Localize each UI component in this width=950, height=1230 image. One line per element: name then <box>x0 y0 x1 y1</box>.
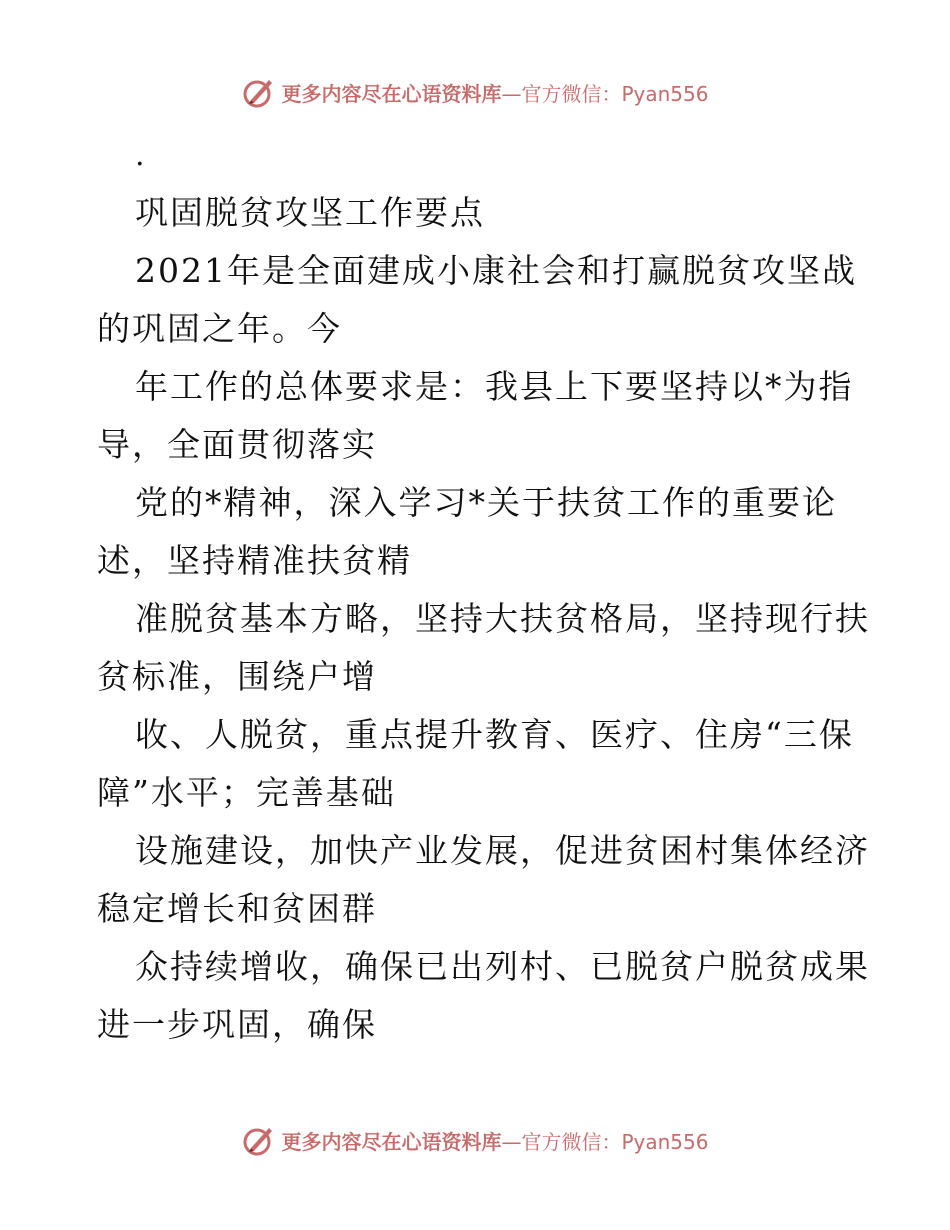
paragraph-line-wrapped: 障”水平；完善基础 <box>97 773 396 812</box>
paragraph <box>97 242 877 358</box>
header-contact-text: —官方微信：Pyan556 <box>501 81 709 106</box>
paragraph-line-indented: 2021年是全面建成小康社会和打赢脱贫攻坚战 <box>135 251 857 290</box>
leading-dot: . <box>135 138 145 173</box>
quill-pen-logo-icon <box>241 74 277 110</box>
document-title: 巩固脱贫攻坚工作要点 <box>135 193 485 232</box>
paragraph-line-indented: 设施建设，加快产业发展，促进贫困村集体经济 <box>135 831 870 870</box>
quill-pen-logo-icon <box>241 1122 277 1158</box>
paragraph <box>97 938 877 1054</box>
paragraph-line-indented: 党的*精神，深入学习*关于扶贫工作的重要论 <box>135 483 837 522</box>
footer-brand-text: 更多内容尽在心语资料库 <box>281 1129 502 1154</box>
paragraph-line-wrapped: 述，坚持精准扶贫精 <box>97 541 412 580</box>
paragraph <box>97 822 877 938</box>
paragraph <box>97 358 877 474</box>
paragraph-line-indented: 收、人脱贫，重点提升教育、医疗、住房“三保 <box>135 715 854 754</box>
paragraph-list <box>97 242 877 1054</box>
paragraph-line-wrapped: 贫标准，围绕户增 <box>97 657 377 696</box>
paragraph-line-wrapped: 的巩固之年。今 <box>97 309 342 348</box>
paragraph <box>97 590 877 706</box>
paragraph <box>97 706 877 822</box>
footer-banner <box>0 1120 950 1160</box>
paragraph <box>97 474 877 590</box>
paragraph-line-indented: 众持续增收，确保已出列村、已脱贫户脱贫成果 <box>135 947 870 986</box>
paragraph-line-indented: 准脱贫基本方略，坚持大扶贫格局，坚持现行扶 <box>135 599 870 638</box>
header-brand-text: 更多内容尽在心语资料库 <box>281 81 502 106</box>
footer-contact-text: —官方微信：Pyan556 <box>501 1129 709 1154</box>
document-body <box>97 128 877 1054</box>
header-banner <box>0 72 950 112</box>
paragraph-line-indented: 年工作的总体要求是：我县上下要坚持以*为指 <box>135 367 854 406</box>
paragraph-line-wrapped: 进一步巩固，确保 <box>97 1005 377 1044</box>
paragraph-line-wrapped: 稳定增长和贫困群 <box>97 889 377 928</box>
paragraph-line-wrapped: 导，全面贯彻落实 <box>97 425 377 464</box>
